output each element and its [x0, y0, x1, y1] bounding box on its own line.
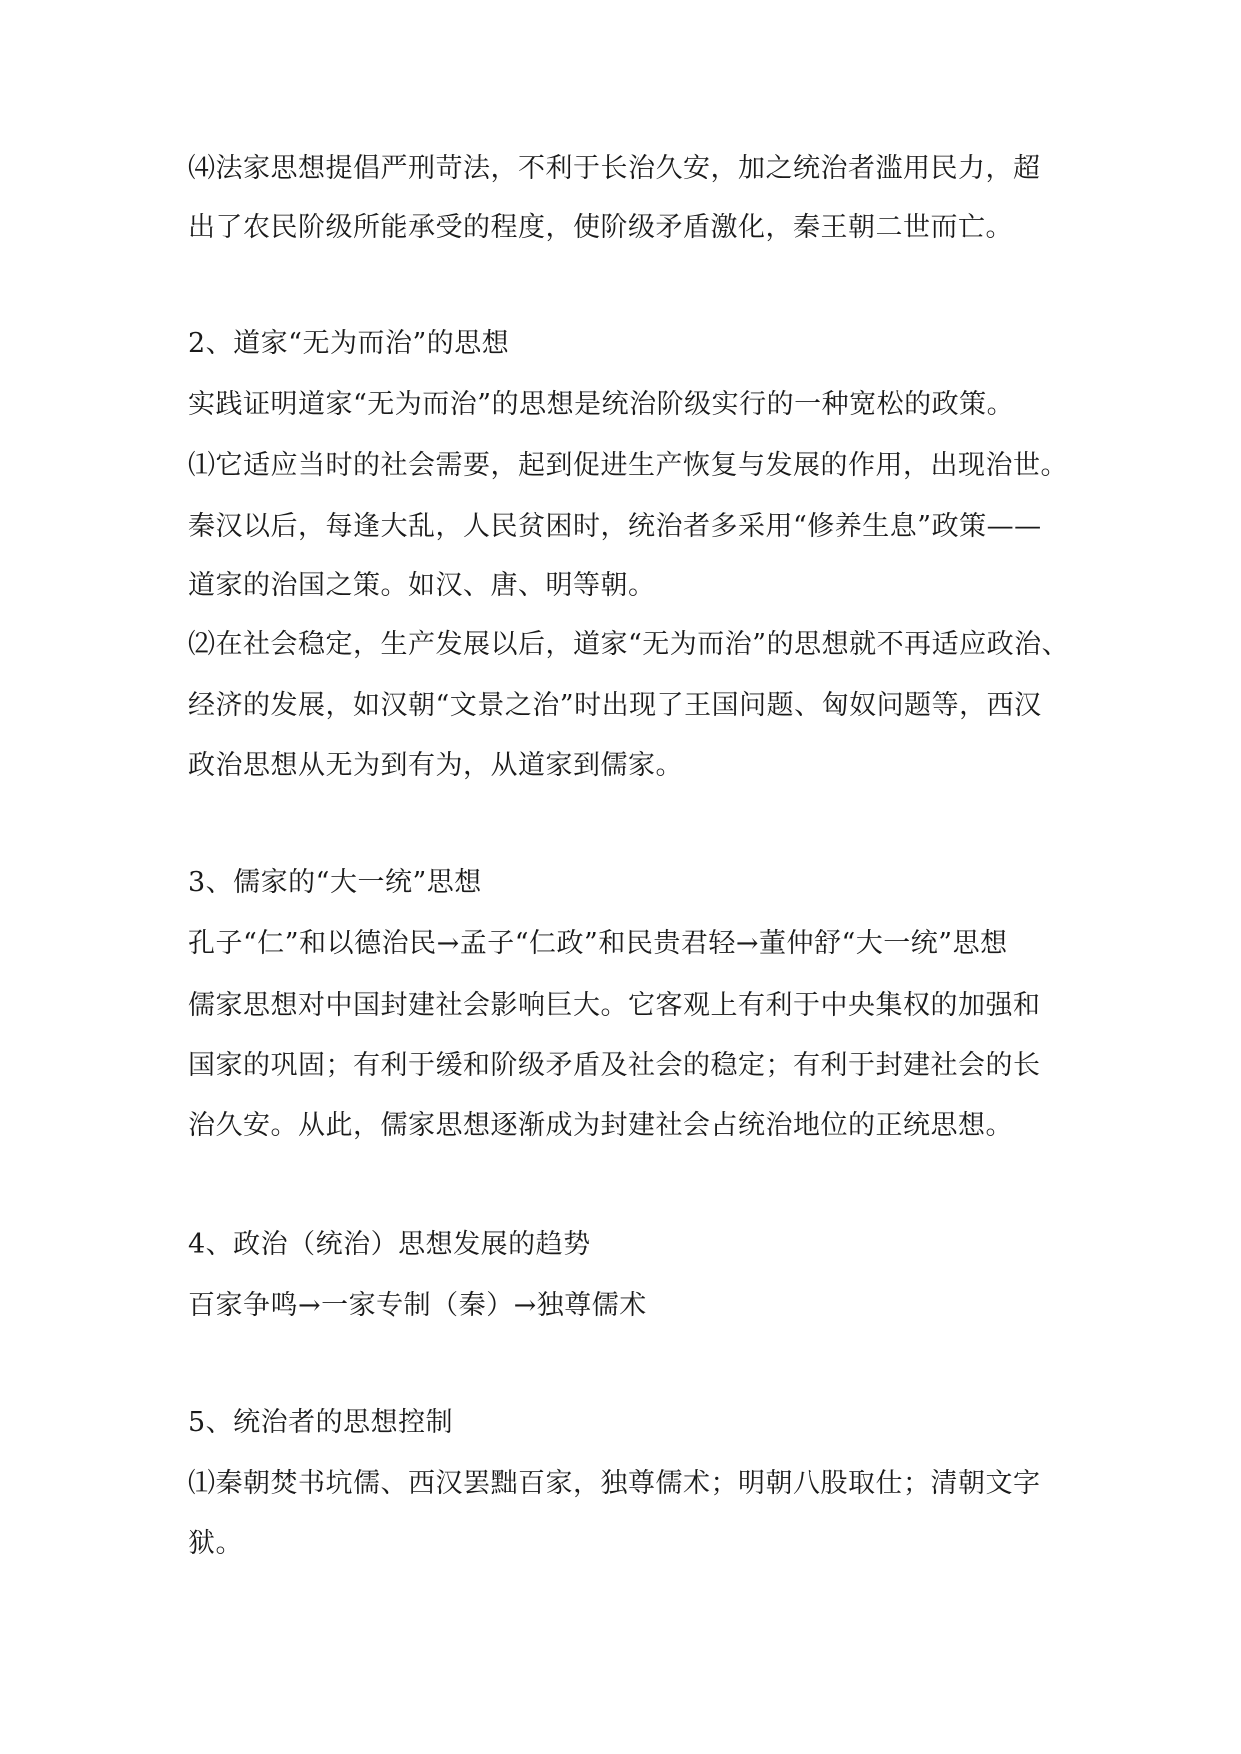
paragraph-line: 百家争鸣→一家专制（秦）→独尊儒术 — [188, 1290, 647, 1321]
paragraph-line: 狱。 — [188, 1528, 243, 1559]
paragraph-line: 实践证明道家“无为而治”的思想是统治阶级实行的一种宽松的政策。 — [188, 389, 1015, 420]
paragraph-line: 秦汉以后，每逢大乱，人民贫困时，统治者多采用“修养生息”政策—— — [188, 511, 1042, 542]
paragraph-line: 治久安。从此，儒家思想逐渐成为封建社会占统治地位的正统思想。 — [188, 1110, 1013, 1141]
paragraph-line: ⑵在社会稳定，生产发展以后，道家“无为而治”的思想就不再适应政治、 — [188, 629, 1070, 660]
paragraph-line: 经济的发展，如汉朝“文景之治”时出现了王国问题、匈奴问题等，西汉 — [188, 690, 1042, 721]
section-heading: 2、道家“无为而治”的思想 — [188, 328, 510, 359]
paragraph-line: ⑴秦朝焚书坑儒、西汉罢黜百家，独尊儒术；明朝八股取仕；清朝文字 — [188, 1468, 1041, 1499]
paragraph-line: 儒家思想对中国封建社会影响巨大。它客观上有利于中央集权的加强和 — [188, 990, 1041, 1021]
section-heading: 4、政治（统治）思想发展的趋势 — [188, 1229, 591, 1260]
paragraph-line: 孔子“仁”和以德治民→孟子“仁政”和民贵君轻→董仲舒“大一统”思想 — [188, 928, 1008, 959]
paragraph-line: 出了农民阶级所能承受的程度，使阶级矛盾激化，秦王朝二世而亡。 — [188, 212, 1013, 243]
section-heading: 3、儒家的“大一统”思想 — [188, 867, 482, 898]
paragraph-line: 国家的巩固；有利于缓和阶级矛盾及社会的稳定；有利于封建社会的长 — [188, 1050, 1041, 1081]
section-heading: 5、统治者的思想控制 — [188, 1407, 454, 1438]
paragraph-line: 政治思想从无为到有为，从道家到儒家。 — [188, 750, 683, 781]
paragraph-line: ⑷法家思想提倡严刑苛法，不利于长治久安，加之统治者滥用民力，超 — [188, 153, 1041, 184]
paragraph-line: ⑴它适应当时的社会需要，起到促进生产恢复与发展的作用，出现治世。 — [188, 450, 1068, 481]
paragraph-line: 道家的治国之策。如汉、唐、明等朝。 — [188, 570, 656, 601]
